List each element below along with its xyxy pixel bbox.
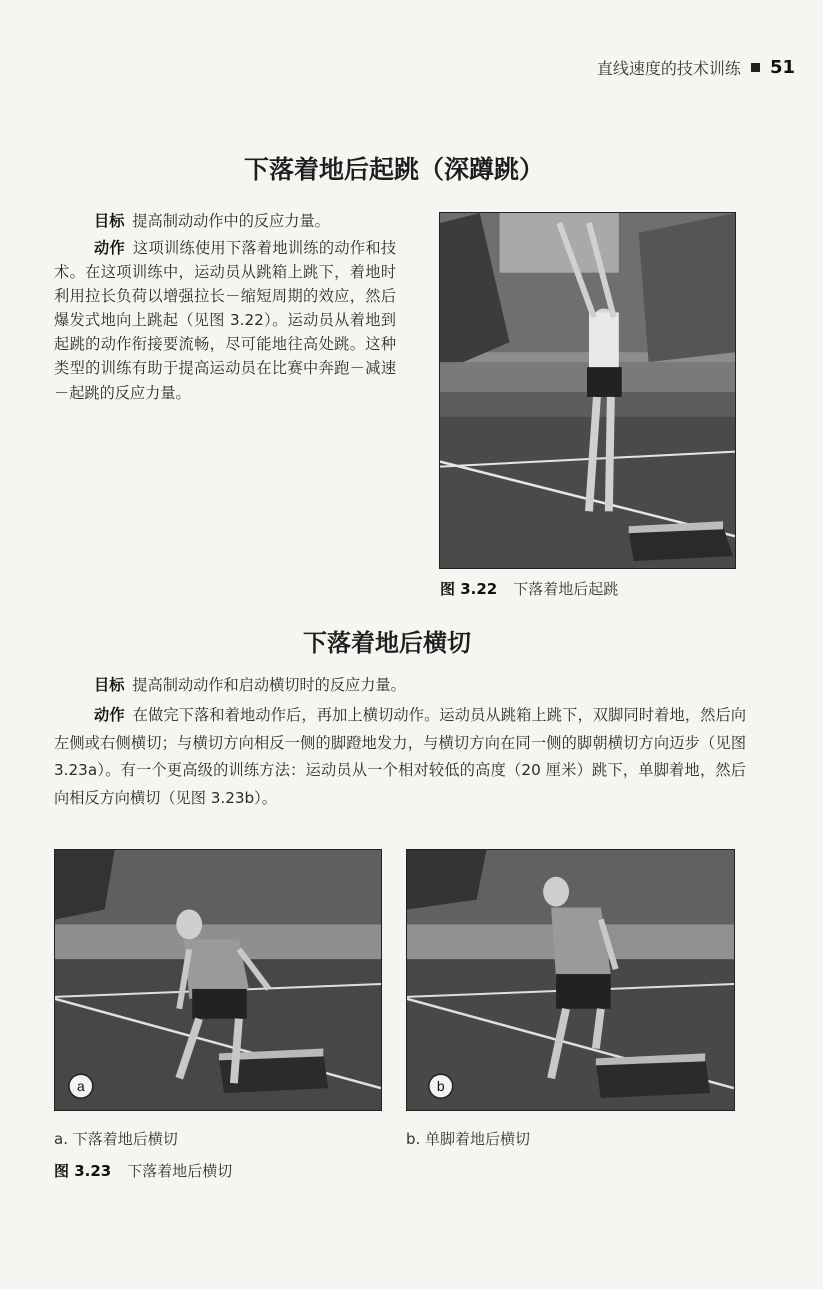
goal-text: 提高制动动作中的反应力量。 xyxy=(132,212,330,230)
page-number: 51 xyxy=(769,57,795,78)
photo-badge-a: a xyxy=(76,1078,85,1095)
action-paragraph xyxy=(54,702,746,812)
subcaption-a: a. 下落着地后横切 xyxy=(54,1130,178,1148)
goal-label: 目标 xyxy=(94,676,125,694)
action-label: 动作 xyxy=(94,239,125,257)
section-title-drop-jump: 下落着地后起跳（深蹲跳） xyxy=(244,155,545,184)
photo-drop-cut-a xyxy=(54,849,382,1111)
square-bullet-icon xyxy=(751,63,760,72)
action-text: 这项训练使用下落着地训练的动作和技术。在这项训练中，运动员从跳箱上跳下，着地时利用拉长负荷以增强拉长－缩短周期的效应，然后爆发式地向上跳起（见图 3.22）。运动员从着地到起跳的动作衔接要流畅，尽可能地往高处跳。这种类型的训练有助于提高运动员在比赛中奔跑－减速－起跳的反应力量。 xyxy=(54,239,397,402)
action-label: 动作 xyxy=(94,706,125,724)
action-text: 在做完下落和着地动作后，再加上横切动作。运动员从跳箱上跳下，双脚同时着地，然后向左侧或右侧横切；与横切方向相反一侧的脚蹬地发力，与横切方向在同一侧的脚朝横切方向迈步（见图 3.23a）。有一个更高级的训练方法：运动员从一个相对较低的高度（20 厘米）跳下，单脚着地，然后向相反方向横切（见图 3.23b）。 xyxy=(54,706,747,807)
subcaption-b: b. 单脚着地后横切 xyxy=(406,1130,531,1148)
figure-caption-3-22 xyxy=(440,578,618,599)
figure-label: 图 3.23 xyxy=(54,1162,112,1180)
goal-paragraph xyxy=(54,673,744,697)
photo-drop-cut-b xyxy=(406,849,735,1111)
figure-caption-3-23 xyxy=(54,1160,232,1181)
running-title: 直线速度的技术训练 xyxy=(596,59,741,78)
figure-caption-text: 下落着地后起跳 xyxy=(513,580,619,598)
action-paragraph xyxy=(54,236,396,405)
goal-paragraph xyxy=(54,209,398,233)
section-title-drop-cut: 下落着地后横切 xyxy=(303,629,471,657)
goal-text: 提高制动动作和启动横切时的反应力量。 xyxy=(132,676,406,694)
running-header xyxy=(597,56,795,79)
photo-drop-jump xyxy=(439,212,736,569)
photo-badge-b: b xyxy=(436,1078,445,1095)
figure-label: 图 3.22 xyxy=(440,580,498,598)
goal-label: 目标 xyxy=(94,212,125,230)
figure-caption-text: 下落着地后横切 xyxy=(127,1162,233,1180)
